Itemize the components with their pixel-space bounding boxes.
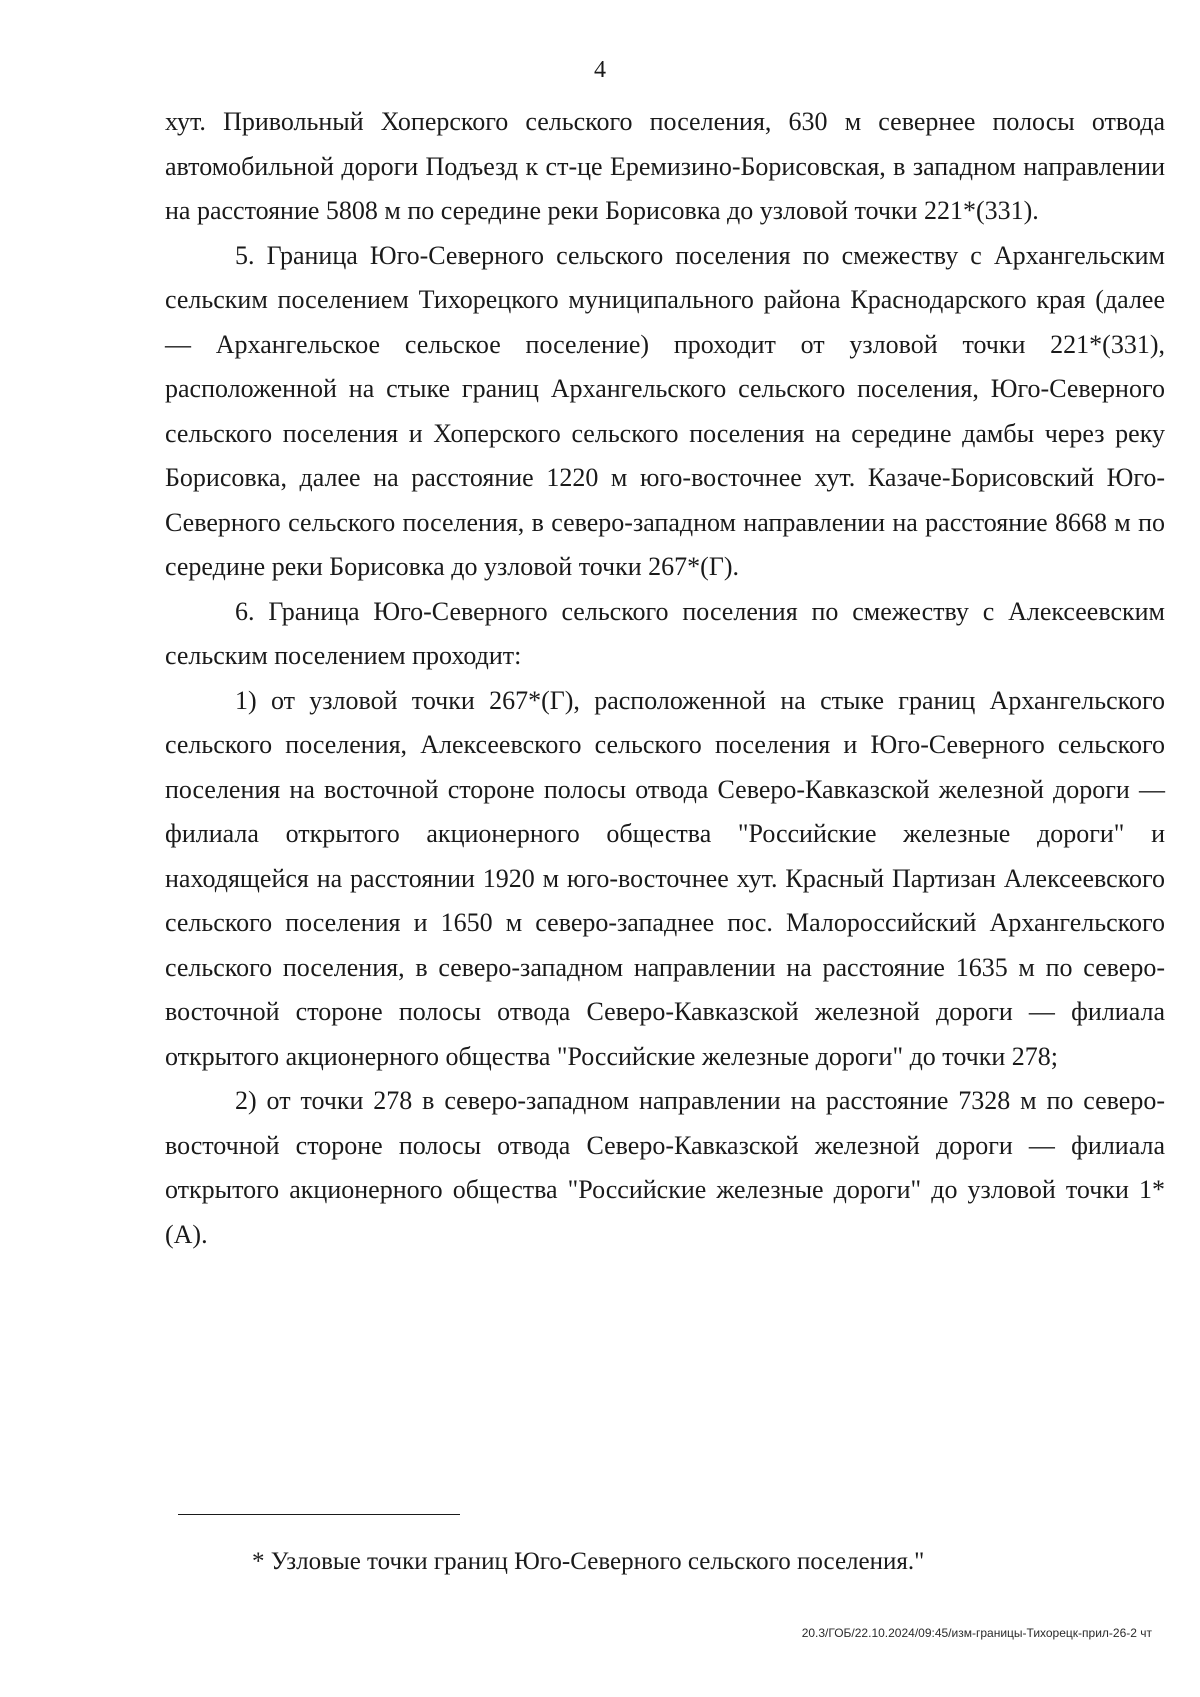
paragraph-subitem-2: 2) от точки 278 в северо-западном направлении на расстояние 7328 м по северо-восточной стороне полосы отвода Северо-Кавказской железной дороги — филиала открытого акционерного общества "Российские железные дороги" до узловой точки 1*(А). <box>165 1086 1165 1249</box>
document-code: 20.3/ГОБ/22.10.2024/09:45/изм-границы-Тихорецк-прил-26-2 чт <box>801 1626 1152 1640</box>
paragraph-item-6: 6. Граница Юго-Северного сельского поселения по смежеству с Алексеевским сельским поселением проходит: <box>165 596 1165 670</box>
page-number: 4 <box>594 57 606 83</box>
paragraph-continuation: хут. Привольный Хоперского сельского поселения, 630 м севернее полосы отвода автомобильной дороги Подъезд к ст-це Еремизино-Борисовская, в западном направлении на расстояние 5808 м по середине реки Борисовка до узловой точки 221*(331). <box>165 107 1165 225</box>
document-body <box>165 100 1165 1257</box>
paragraph-subitem-1: 1) от узловой точки 267*(Г), расположенной на стыке границ Архангельского сельского поселения, Алексеевского сельского поселения и Юго-Северного сельского поселения на восточной стороне полосы отвода Северо-Кавказской железной дороги — филиала открытого акционерного общества "Российские железные дороги" и находящейся на расстоянии 1920 м юго-восточнее хут. Красный Партизан Алексеевского сельского поселения и 1650 м северо-западнее пос. Малороссийский Архангельского сельского поселения, в северо-западном направлении на расстояние 1635 м по северо-восточной стороне полосы отвода Северо-Кавказской железной дороги — филиала открытого акционерного общества "Российские железные дороги" до точки 278; <box>165 685 1165 1071</box>
footnote-divider <box>178 1514 460 1515</box>
paragraph-item-5: 5. Граница Юго-Северного сельского поселения по смежеству с Архангельским сельским поселением Тихорецкого муниципального района Краснодарского края (далее — Архангельское сельское поселение) проходит от узловой точки 221*(331), расположенной на стыке границ Архангельского сельского поселения, Юго-Северного сельского поселения и Хоперского сельского поселения на середине дамбы через реку Борисовка, далее на расстояние 1220 м юго-восточнее хут. Казаче-Борисовский Юго-Северного сельского поселения, в северо-западном направлении на расстояние 8668 м по середине реки Борисовка до узловой точки 267*(Г). <box>165 240 1165 581</box>
footnote: * Узловые точки границ Юго-Северного сельского поселения." <box>252 1548 925 1575</box>
